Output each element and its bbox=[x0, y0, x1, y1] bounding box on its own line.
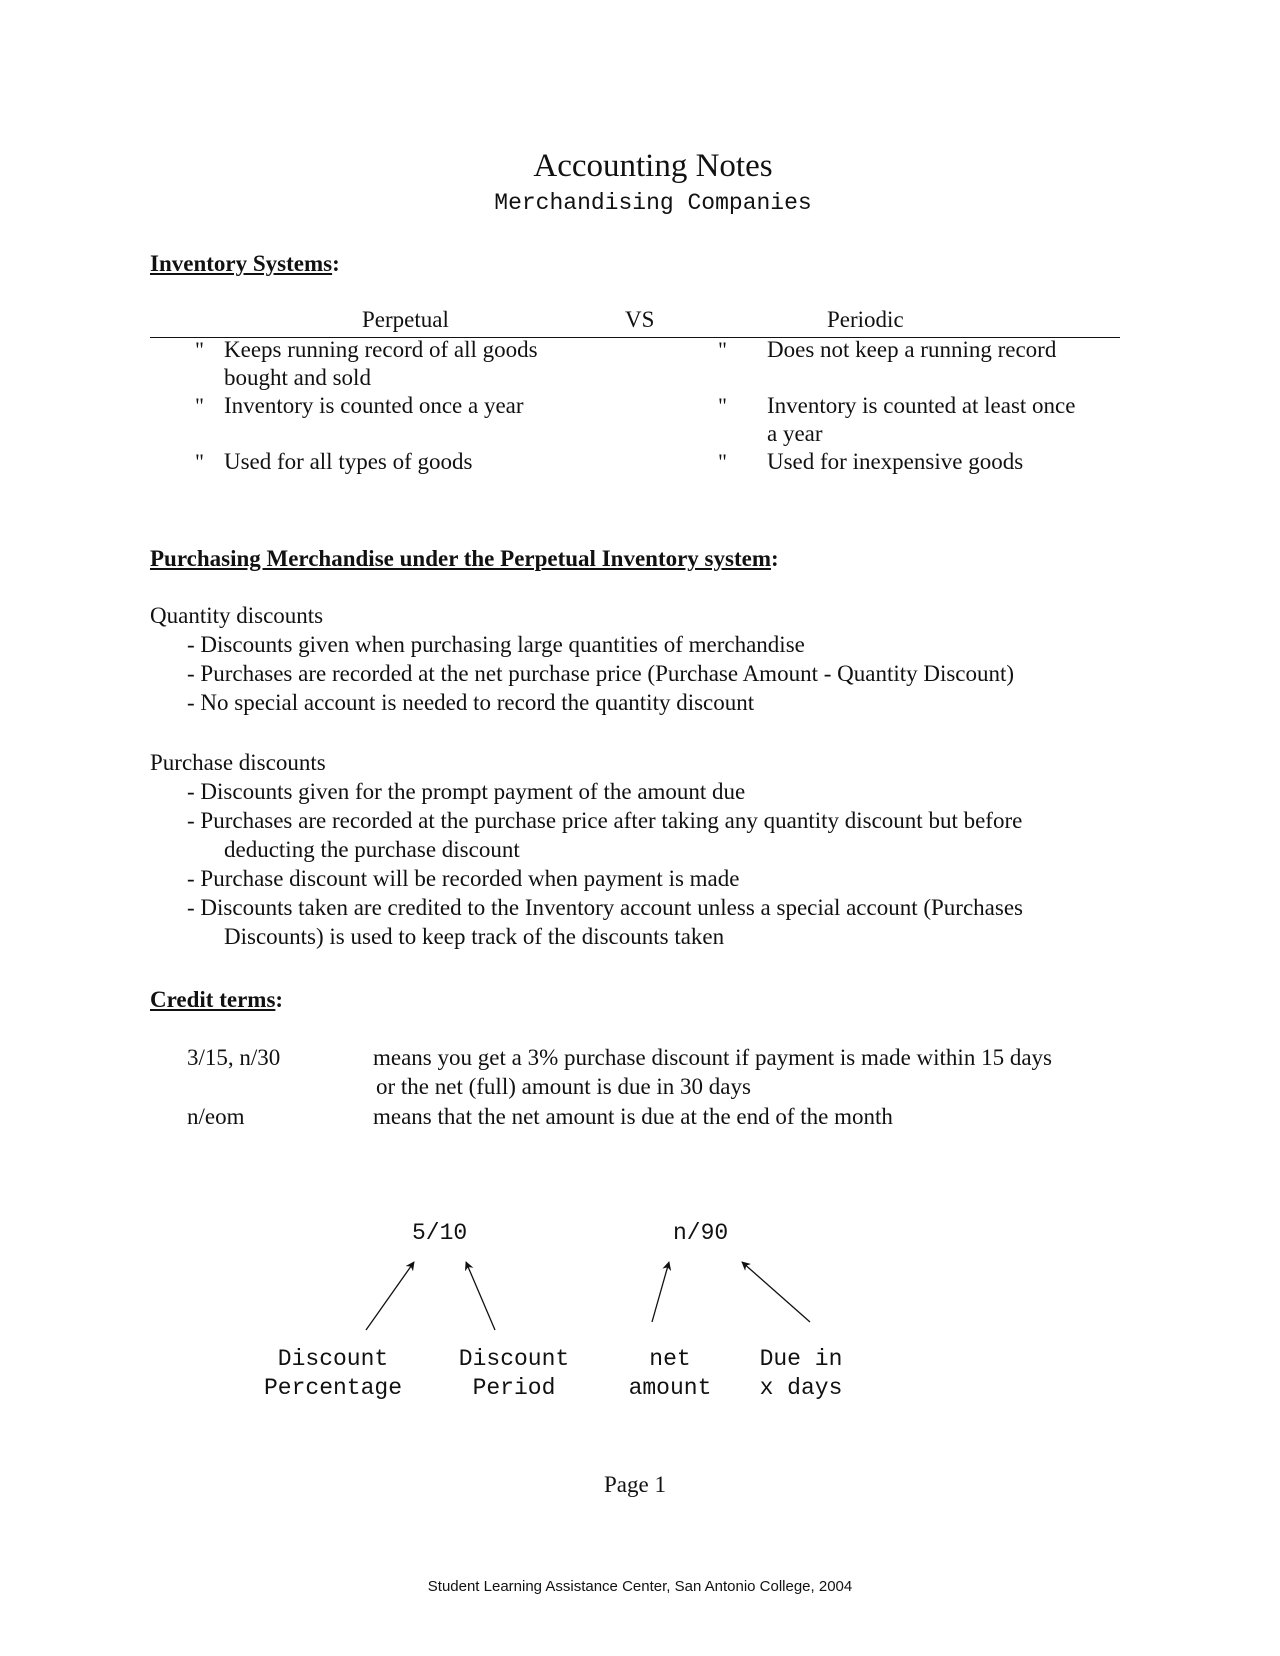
bullet-icon: " bbox=[195, 449, 204, 474]
periodic-item-1: Does not keep a running record bbox=[767, 337, 1057, 362]
diagram-right-term: n/90 bbox=[673, 1220, 729, 1246]
page-subtitle: Merchandising Companies bbox=[494, 190, 812, 216]
purchase-item-2-line1: - Purchases are recorded at the purchase price after taking any quantity discount but before bbox=[187, 808, 1023, 833]
periodic-label: Periodic bbox=[827, 307, 904, 332]
credit-term-code-2: n/eom bbox=[187, 1104, 245, 1129]
arrow-discount-period bbox=[466, 1262, 495, 1330]
purchasing-heading-colon: : bbox=[771, 546, 779, 571]
page-number: Page 1 bbox=[604, 1472, 666, 1497]
periodic-item-3: Used for inexpensive goods bbox=[767, 449, 1024, 474]
bullet-icon: " bbox=[195, 393, 204, 418]
perpetual-label: Perpetual bbox=[362, 307, 449, 332]
periodic-item-2-line2: a year bbox=[767, 421, 823, 446]
inventory-systems-heading-text: Inventory Systems bbox=[150, 251, 333, 276]
diagram-label-discount-percentage-line2: Percentage bbox=[263, 1375, 403, 1401]
purchasing-heading-text: Purchasing Merchandise under the Perpetual Inventory system bbox=[150, 546, 771, 571]
vs-label: VS bbox=[625, 307, 655, 332]
purchase-item-1: - Discounts given for the prompt payment of the amount due bbox=[187, 779, 746, 804]
bullet-icon: " bbox=[718, 337, 727, 362]
perpetual-item-2: Inventory is counted once a year bbox=[224, 393, 524, 418]
bullet-icon: " bbox=[718, 393, 727, 418]
diagram-label-due-days-line2: x days bbox=[759, 1375, 843, 1401]
arrow-net-amount bbox=[652, 1262, 669, 1322]
purchase-item-4-line2: Discounts) is used to keep track of the discounts taken bbox=[224, 924, 725, 949]
purchase-item-3: - Purchase discount will be recorded when payment is made bbox=[187, 866, 740, 891]
diagram-label-due-days-line1: Due in bbox=[759, 1346, 843, 1372]
quantity-item-1: - Discounts given when purchasing large quantities of merchandise bbox=[187, 632, 805, 657]
bullet-icon: " bbox=[195, 337, 204, 362]
credit-term-code-1: 3/15, n/30 bbox=[187, 1045, 281, 1070]
quantity-discounts-title: Quantity discounts bbox=[150, 603, 324, 628]
purchase-item-2-line2: deducting the purchase discount bbox=[224, 837, 520, 862]
credit-term-desc-1-line1: means you get a 3% purchase discount if payment is made within 15 days bbox=[373, 1045, 1052, 1070]
perpetual-item-1-line1: Keeps running record of all goods bbox=[224, 337, 538, 362]
diagram-label-net-amount-line1: net bbox=[649, 1346, 691, 1372]
arrow-due-days bbox=[742, 1262, 810, 1322]
perpetual-item-1-line2: bought and sold bbox=[224, 365, 371, 390]
footer: Student Learning Assistance Center, San Antonio College, 2004 bbox=[427, 1578, 853, 1595]
credit-terms-heading-colon: : bbox=[275, 987, 284, 1012]
bullet-icon: " bbox=[718, 449, 727, 474]
arrow-discount-percentage bbox=[366, 1262, 414, 1330]
perpetual-item-3: Used for all types of goods bbox=[224, 449, 473, 474]
credit-term-desc-1-line2: or the net (full) amount is due in 30 days bbox=[376, 1074, 751, 1099]
page-title: Accounting Notes bbox=[533, 148, 773, 184]
diagram-left-term: 5/10 bbox=[412, 1220, 468, 1246]
diagram-label-discount-percentage-line1: Discount bbox=[277, 1346, 389, 1372]
credit-terms-heading-text: Credit terms bbox=[150, 987, 276, 1012]
quantity-item-2: - Purchases are recorded at the net purchase price (Purchase Amount - Quantity Discount) bbox=[187, 661, 1015, 686]
diagram-label-discount-period-line1: Discount bbox=[458, 1346, 570, 1372]
diagram-label-discount-period-line2: Period bbox=[472, 1375, 556, 1401]
periodic-item-2-line1: Inventory is counted at least once bbox=[767, 393, 1076, 418]
diagram-label-net-amount-line2: amount bbox=[628, 1375, 712, 1401]
inventory-systems-heading-colon: : bbox=[332, 251, 340, 276]
purchase-item-4-line1: - Discounts taken are credited to the Inventory account unless a special account (Purchases bbox=[187, 895, 1023, 920]
credit-term-desc-2: means that the net amount is due at the end of the month bbox=[373, 1104, 893, 1129]
purchase-discounts-title: Purchase discounts bbox=[150, 750, 326, 775]
quantity-item-3: - No special account is needed to record the quantity discount bbox=[187, 690, 755, 715]
